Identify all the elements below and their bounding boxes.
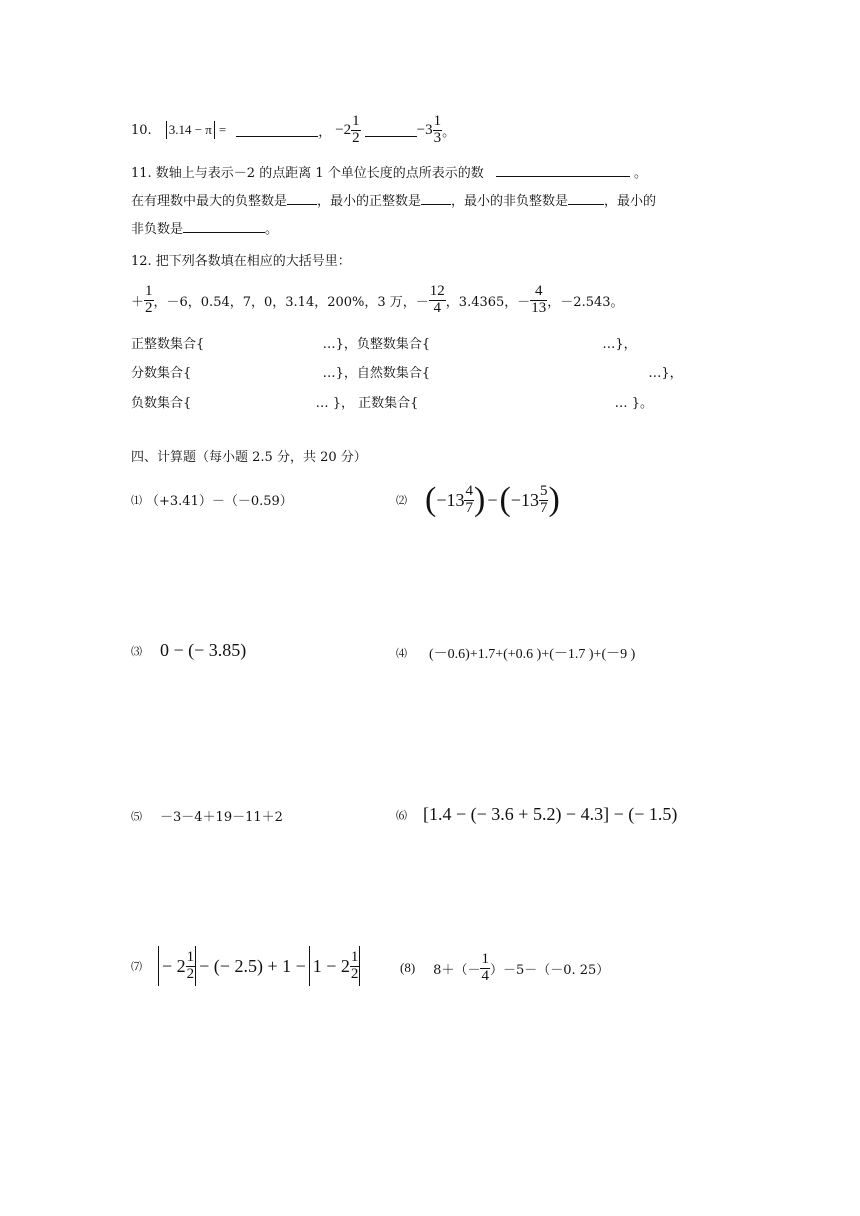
question-12: 12. 把下列各数填在相应的大括号里： [131,254,351,269]
set-row-1: 正整数集合{ …}，负整数集合{ …}， [131,337,637,352]
fraction: $\frac{1}{2}$ [352,112,360,146]
problem-5: ⑸ －3－4＋19－11＋2 [131,810,283,825]
answer-blank[interactable] [183,220,265,233]
question-10: 10. 3.14 − π = ， −2 $\frac{1}{2}$ −3 $\frac{1}{3}$ 。 [131,112,456,146]
set-row-2: 分数集合{ …}，自然数集合{ …}， [131,366,683,381]
question-number: 10. [131,122,152,138]
set-input[interactable] [434,336,598,348]
absolute-value-expr: 3.14 − π [166,121,215,139]
answer-blank[interactable] [236,124,318,137]
set-input[interactable] [208,336,318,348]
set-input[interactable] [423,395,611,407]
number-list: ＋ $\frac{1}{2}$ ，－6，0.54，7，0，3.14，200%，3 万，－ $\frac{12}{4}$ ，3.4365，－ $\frac{4}{13}$ ，－2.543。 [131,282,624,316]
answer-blank[interactable] [421,192,451,205]
rational-numbers-question-cont: 非负数是 。 [131,222,279,237]
problem-3: ⑶ 0 − (− 3.85) [131,640,247,660]
problem-4: ⑷ (－0.6)+1.7+(+0.6 )+(－1.7 )+(－9 ) [396,647,636,662]
fraction: $\frac{4}{13}$ [531,282,547,316]
problem-2: ⑵ ( −13 $\frac{4}{7}$ ) − ( −13 $\frac{5}{7}$ ) [396,481,560,518]
answer-blank[interactable] [568,192,604,205]
problem-7: ⑺ − 2 $\frac{1}{2}$ − (− 2.5) + 1 − 1 − 2 $\frac{1}{2}$ [131,944,360,988]
question-11: 11. 数轴上与表示－2 的点距离 1 个单位长度的点所表示的数 。 [131,166,648,181]
problem-6: ⑹ [1.4 − (− 3.6 + 5.2) − 4.3] − (− 1.5) [396,804,678,824]
answer-blank[interactable] [496,164,630,177]
set-input[interactable] [195,395,311,407]
fraction: $\frac{1}{4}$ [481,950,489,984]
problem-8: (8) 8＋（－ $\frac{1}{4}$ ）－5－（－0. 25） [400,950,610,984]
answer-blank[interactable] [287,192,317,205]
set-input[interactable] [434,365,644,377]
fraction: $\frac{1}{2}$ [145,282,153,316]
fraction: $\frac{1}{3}$ [433,112,442,146]
set-row-3: 负数集合{ … }， 正数集合{ … }。 [131,396,654,411]
set-input[interactable] [195,365,318,377]
section-title: 四、计算题（每小题 2.5 分，共 20 分） [131,450,367,465]
fraction: $\frac{12}{4}$ [429,282,445,316]
compare-blank[interactable] [365,124,417,137]
rational-numbers-question: 在有理数中最大的负整数是 ，最小的正整数是 ，最小的非负整数是 ，最小的 [131,194,657,209]
problem-1: ⑴ （+3.41）－（－0.59） [131,494,293,509]
